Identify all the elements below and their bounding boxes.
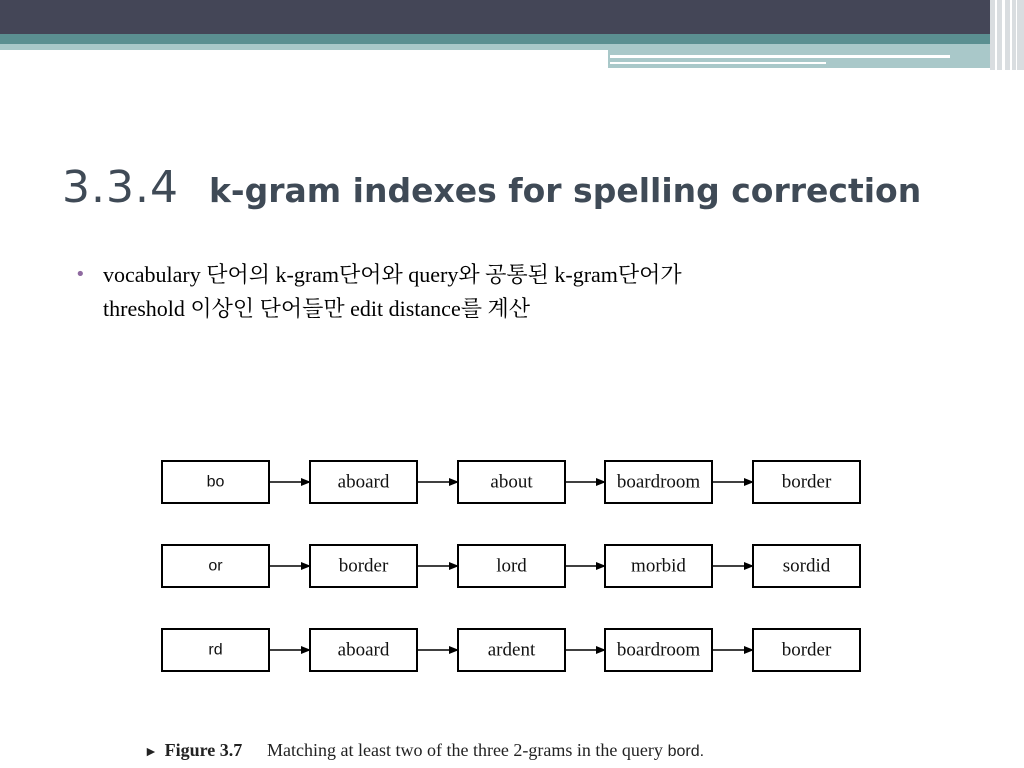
posting-term: border xyxy=(781,471,832,493)
kgram-row-or xyxy=(162,545,860,587)
kgram-key-label: bo xyxy=(206,473,225,491)
title-text: k-gram indexes for spelling correction xyxy=(208,171,922,210)
posting-term: lord xyxy=(496,555,527,577)
diagram-rows xyxy=(162,461,860,671)
caption-label: Figure 3.7 xyxy=(164,740,243,760)
figure-caption xyxy=(144,740,704,761)
posting-term: about xyxy=(490,471,533,493)
bullet-line: threshold 이상인 단어들만 edit distance를 계산 xyxy=(103,296,530,321)
kgram-key-label: rd xyxy=(208,641,223,659)
posting-term: aboard xyxy=(337,639,390,661)
posting-term: border xyxy=(781,639,832,661)
kgram-row-bo xyxy=(162,461,860,503)
posting-term: boardroom xyxy=(616,471,701,493)
posting-term: ardent xyxy=(487,639,536,661)
posting-term: border xyxy=(338,555,389,577)
caption-marker-icon: ► xyxy=(144,743,158,759)
bullet-marker: • xyxy=(75,264,86,285)
kgram-row-rd xyxy=(162,629,860,671)
bullet-line: vocabulary 단어의 k-gram단어와 query와 공통된 k-gram단어가 xyxy=(103,262,682,287)
posting-term: morbid xyxy=(631,555,686,577)
posting-term: boardroom xyxy=(616,639,701,661)
posting-term: sordid xyxy=(782,555,831,577)
caption-query-word: bord. xyxy=(667,743,705,760)
kgram-key-label: or xyxy=(208,557,223,575)
posting-term: aboard xyxy=(337,471,390,493)
caption-body: Matching at least two of the three 2-grams in the query xyxy=(267,740,663,760)
title-number: 3.3.4 xyxy=(62,162,179,213)
